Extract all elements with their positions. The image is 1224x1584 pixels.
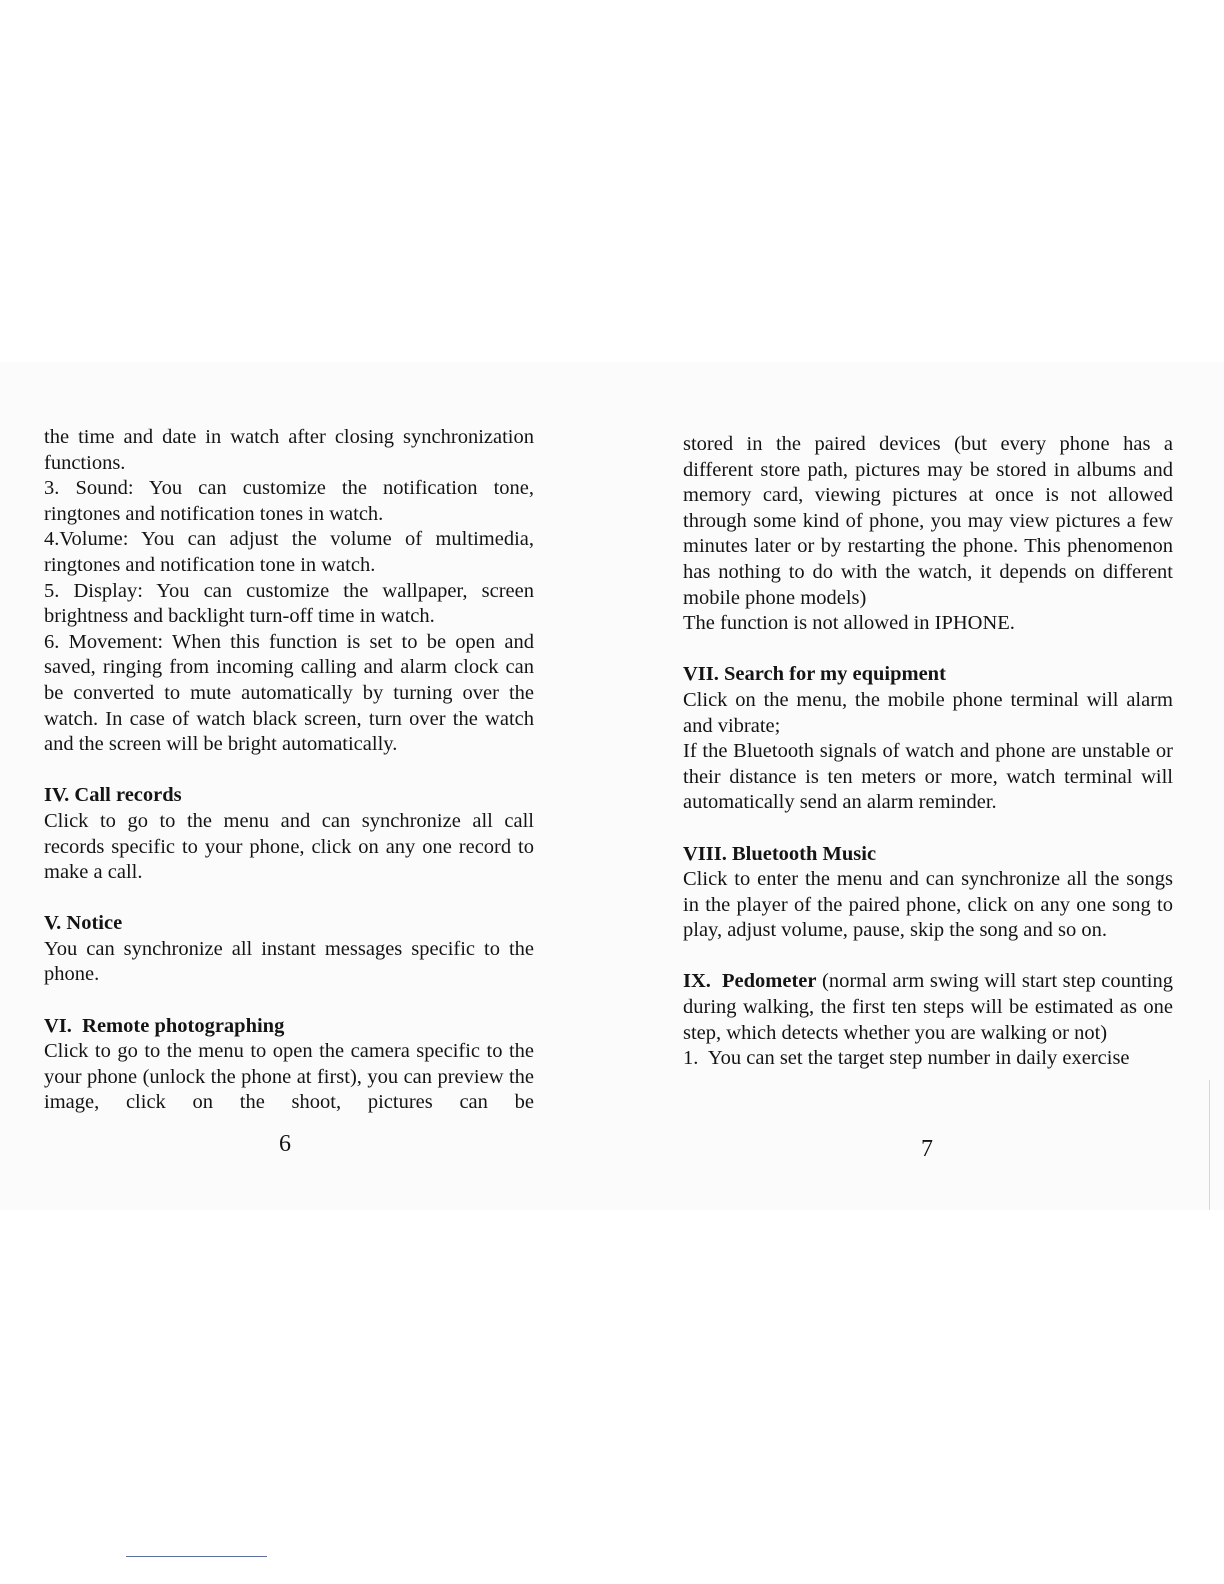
paragraph-bluetooth-music: Click to enter the menu and can synchronize all the songs in the player of the paired phone, click on any one song to play, adjust volume, pause, skip the song and so on. <box>683 868 1173 942</box>
paragraph-remote-photographing: Click to go to the menu to open the camera specific to the your phone (unlock the phone at first), you can preview the image, click on the shoot, pictures can be <box>44 1040 534 1114</box>
scan-edge-line <box>1209 1080 1210 1210</box>
paragraph-notice: You can synchronize all instant messages specific to the phone. <box>44 937 534 986</box>
paragraph-display: 5. Display: You can customize the wallpaper, screen brightness and backlight turn-off time in watch. <box>44 579 534 628</box>
bottom-decorative-line <box>126 1556 267 1557</box>
paragraph-target-steps: 1. You can set the target step number in daily exercise <box>683 1047 1130 1070</box>
spacer <box>44 988 534 1014</box>
paragraph-iphone-note: The function is not allowed in IPHONE. <box>683 612 1015 635</box>
paragraph-search-click: Click on the menu, the mobile phone terminal will alarm and vibrate; <box>683 688 1173 737</box>
heading-notice: V. Notice <box>44 912 123 935</box>
paragraph-sound: 3. Sound: You can customize the notification tone, ringtones and notification tones in watch. <box>44 477 534 525</box>
heading-pedometer: IX. Pedometer <box>683 970 817 993</box>
paragraph-stored-devices: stored in the paired devices (but every phone has a different store path, pictures may be stored in albums and memory card, viewing pictures at once is not allowed through some kind of phone, you may view pictures a few minutes later or by restarting the phone. This phenomenon has nothing to do with the watch, it depends on different mobile phone models) <box>683 433 1173 609</box>
paragraph-time-date: the time and date in watch after closing synchronization functions. <box>44 426 534 474</box>
page-number-left: 6 <box>279 1131 291 1157</box>
paragraph-call-records: Click to go to the menu and can synchronize all call records specific to your phone, click on any one record to make a call. <box>44 809 534 884</box>
spacer <box>44 886 534 912</box>
left-page <box>44 425 534 1116</box>
heading-bluetooth-music: VIII. Bluetooth Music <box>683 842 877 865</box>
page-number-right: 7 <box>921 1136 933 1162</box>
paragraph-movement: 6. Movement: When this function is set to be open and saved, ringing from incoming calling and alarm clock can be converted to mute automatically by turning over the watch. In case of watch black screen, turn over the watch and the screen will be bright automatically. <box>44 630 534 756</box>
heading-search-equipment: VII. Search for my equipment <box>683 663 946 686</box>
paragraph-volume: 4.Volume: You can adjust the volume of multimedia, ringtones and notification tone in watch. <box>44 528 534 576</box>
heading-call-records: IV. Call records <box>44 784 182 807</box>
spacer <box>683 637 1173 663</box>
right-page <box>683 432 1173 1072</box>
heading-remote-photographing: VI. Remote photographing <box>44 1014 285 1037</box>
spacer <box>44 758 534 784</box>
spacer <box>683 816 1173 842</box>
paragraph-pedometer <box>683 969 1173 1046</box>
paragraph-search-bluetooth: If the Bluetooth signals of watch and phone are unstable or their distance is ten meters or more, watch terminal will automatically send an alarm reminder. <box>683 740 1173 814</box>
spacer <box>683 944 1173 970</box>
pedometer-description: (normal arm swing will start step counting during walking, the first ten steps will be estimated as one step, which detects whether you are walking or not) <box>683 970 1173 1044</box>
